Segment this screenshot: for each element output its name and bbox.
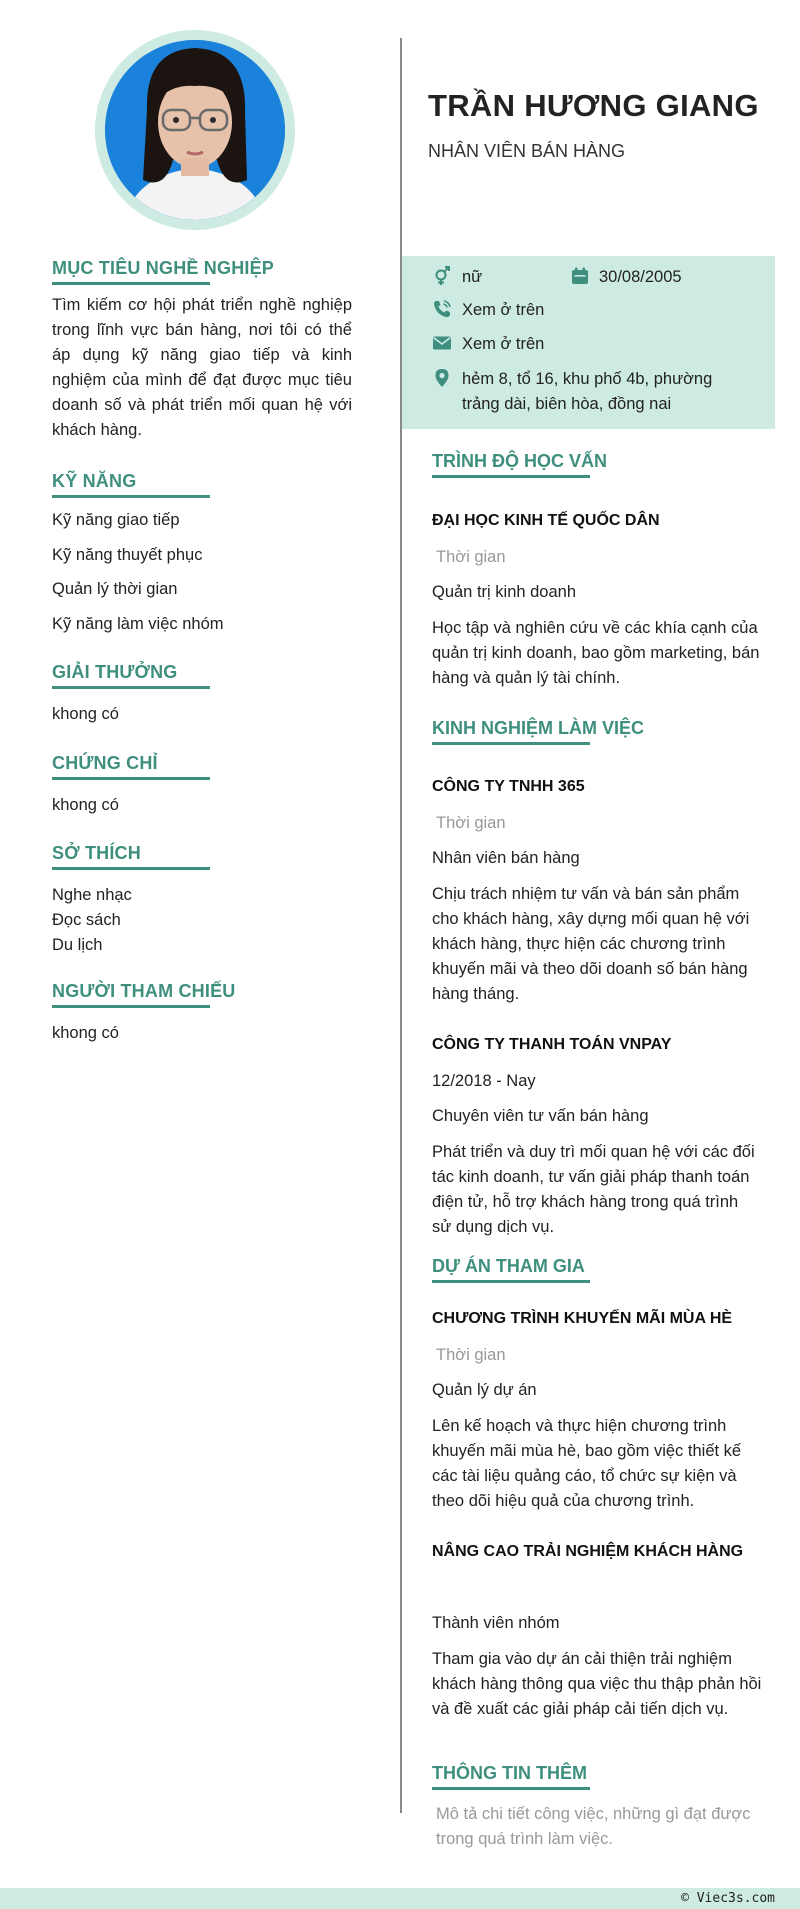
education-time: Thời gian (436, 548, 506, 566)
skill-item: Kỹ năng làm việc nhóm (52, 614, 224, 633)
certificates-title: CHỨNG CHỈ (52, 753, 158, 780)
education-title: TRÌNH ĐỘ HỌC VẤN (432, 451, 607, 478)
job-desc: Chịu trách nhiệm tư vấn và bán sản phẩm cho khách hàng, xây dựng mối quan hệ với khách hàng, thực hiện các chương trình khuyến mãi và theo dõi doanh số bán hàng hàng tháng. (432, 885, 750, 1003)
project-desc: Lên kế hoạch và thực hiện chương trình khuyến mãi mùa hè, bao gồm việc thiết kế các tài liệu quảng cáo, tổ chức sự kiện và theo dõi hiệu quả của chương trình. (432, 1417, 742, 1510)
skill-item: Quản lý thời gian (52, 580, 178, 598)
hobby-item: Đọc sách (52, 911, 121, 929)
candidate-name: TRẦN HƯƠNG GIANG (428, 88, 759, 123)
job-desc: Phát triển và duy trì mối quan hệ với các đối tác kinh doanh, tư vấn giải pháp thanh toán điện tử, hỗ trợ khách hàng trong quá trình sử dụng dịch vụ. (432, 1143, 755, 1236)
gender-icon (432, 266, 452, 286)
hobby-item: Du lịch (52, 936, 103, 954)
skill-item: Kỹ năng thuyết phục (52, 545, 203, 564)
footer-credit: © Viec3s.com (681, 1891, 775, 1906)
references-text: khong có (52, 1024, 119, 1042)
email-text: Xem ở trên (462, 335, 545, 353)
education-desc: Học tập và nghiên cứu về các khía cạnh của quản trị kinh doanh, bao gồm marketing, bán hàng và quản lý tài chính. (432, 619, 760, 687)
job-role: Chuyên viên tư vấn bán hàng (432, 1107, 649, 1125)
project-role: Quản lý dự án (432, 1381, 537, 1399)
project-time: Thời gian (436, 1346, 506, 1364)
avatar (105, 40, 285, 220)
job-company: CÔNG TY THANH TOÁN VNPAY (432, 1036, 672, 1053)
hobbies-title: SỞ THÍCH (52, 843, 141, 870)
objective-text: Tìm kiếm cơ hội phát triển nghề nghiệp trong lĩnh vực bán hàng, nơi tôi có thể áp dụng kỹ năng giao tiếp và kinh nghiệm của mình để đạt được mục tiêu doanh số và phát triển mối quan hệ với khách hàng. (52, 296, 352, 439)
job-company: CÔNG TY TNHH 365 (432, 778, 585, 795)
hobbies-section (52, 843, 352, 958)
contact-panel (402, 256, 775, 429)
birthday-text: 30/08/2005 (599, 268, 682, 286)
education-school: ĐẠI HỌC KINH TẾ QUỐC DÂN (432, 512, 660, 529)
experience-section (432, 718, 757, 745)
location-icon (432, 368, 452, 388)
job-role: Nhân viên bán hàng (432, 849, 580, 867)
email-icon (432, 333, 452, 353)
experience-title: KINH NGHIỆM LÀM VIỆC (432, 718, 644, 745)
projects-section (432, 1256, 757, 1283)
project-name: NÂNG CAO TRẢI NGHIỆM KHÁCH HÀNG (432, 1543, 744, 1560)
projects-title: DỰ ÁN THAM GIA (432, 1256, 585, 1283)
skill-item: Kỹ năng giao tiếp (52, 511, 180, 529)
address-line-1: hẻm 8, tổ 16, khu phố 4b, phường (462, 370, 713, 388)
education-major: Quản trị kinh doanh (432, 583, 577, 601)
certificates-section (52, 753, 352, 818)
extra-title: THÔNG TIN THÊM (432, 1763, 587, 1790)
footer-bar (0, 1888, 800, 1909)
extra-text: Mô tả chi tiết công việc, những gì đạt được trong quá trình làm việc. (436, 1805, 751, 1848)
job-time: Thời gian (436, 814, 506, 832)
awards-title: GIẢI THƯỞNG (52, 662, 177, 689)
objective-section (52, 258, 352, 443)
phone-text: Xem ở trên (462, 301, 545, 319)
address-line-2: trảng dài, biên hòa, đồng nai (462, 395, 672, 413)
awards-text: khong có (52, 705, 119, 723)
phone-icon (432, 299, 452, 319)
objective-title: MỤC TIÊU NGHỀ NGHIỆP (52, 258, 274, 285)
references-title: NGƯỜI THAM CHIẾU (52, 981, 235, 1008)
avatar-photo (105, 40, 285, 220)
candidate-position: NHÂN VIÊN BÁN HÀNG (428, 141, 626, 161)
skills-section (52, 471, 352, 641)
extra-section (432, 1763, 757, 1790)
calendar-icon (570, 266, 590, 286)
references-section (52, 981, 352, 1046)
job-time: 12/2018 - Nay (432, 1072, 536, 1090)
project-name: CHƯƠNG TRÌNH KHUYẾN MÃI MÙA HÈ (432, 1310, 733, 1327)
project-desc: Tham gia vào dự án cải thiện trải nghiệm khách hàng thông qua việc thu thập phản hồi và đề xuất các giải pháp cải tiến dịch vụ. (432, 1650, 762, 1718)
project-role: Thành viên nhóm (432, 1614, 560, 1632)
certificates-text: khong có (52, 796, 119, 814)
awards-section (52, 662, 352, 727)
skills-title: KỸ NĂNG (52, 471, 136, 498)
gender-text: nữ (462, 268, 483, 286)
education-section (432, 451, 757, 478)
hobby-item: Nghe nhạc (52, 886, 132, 904)
